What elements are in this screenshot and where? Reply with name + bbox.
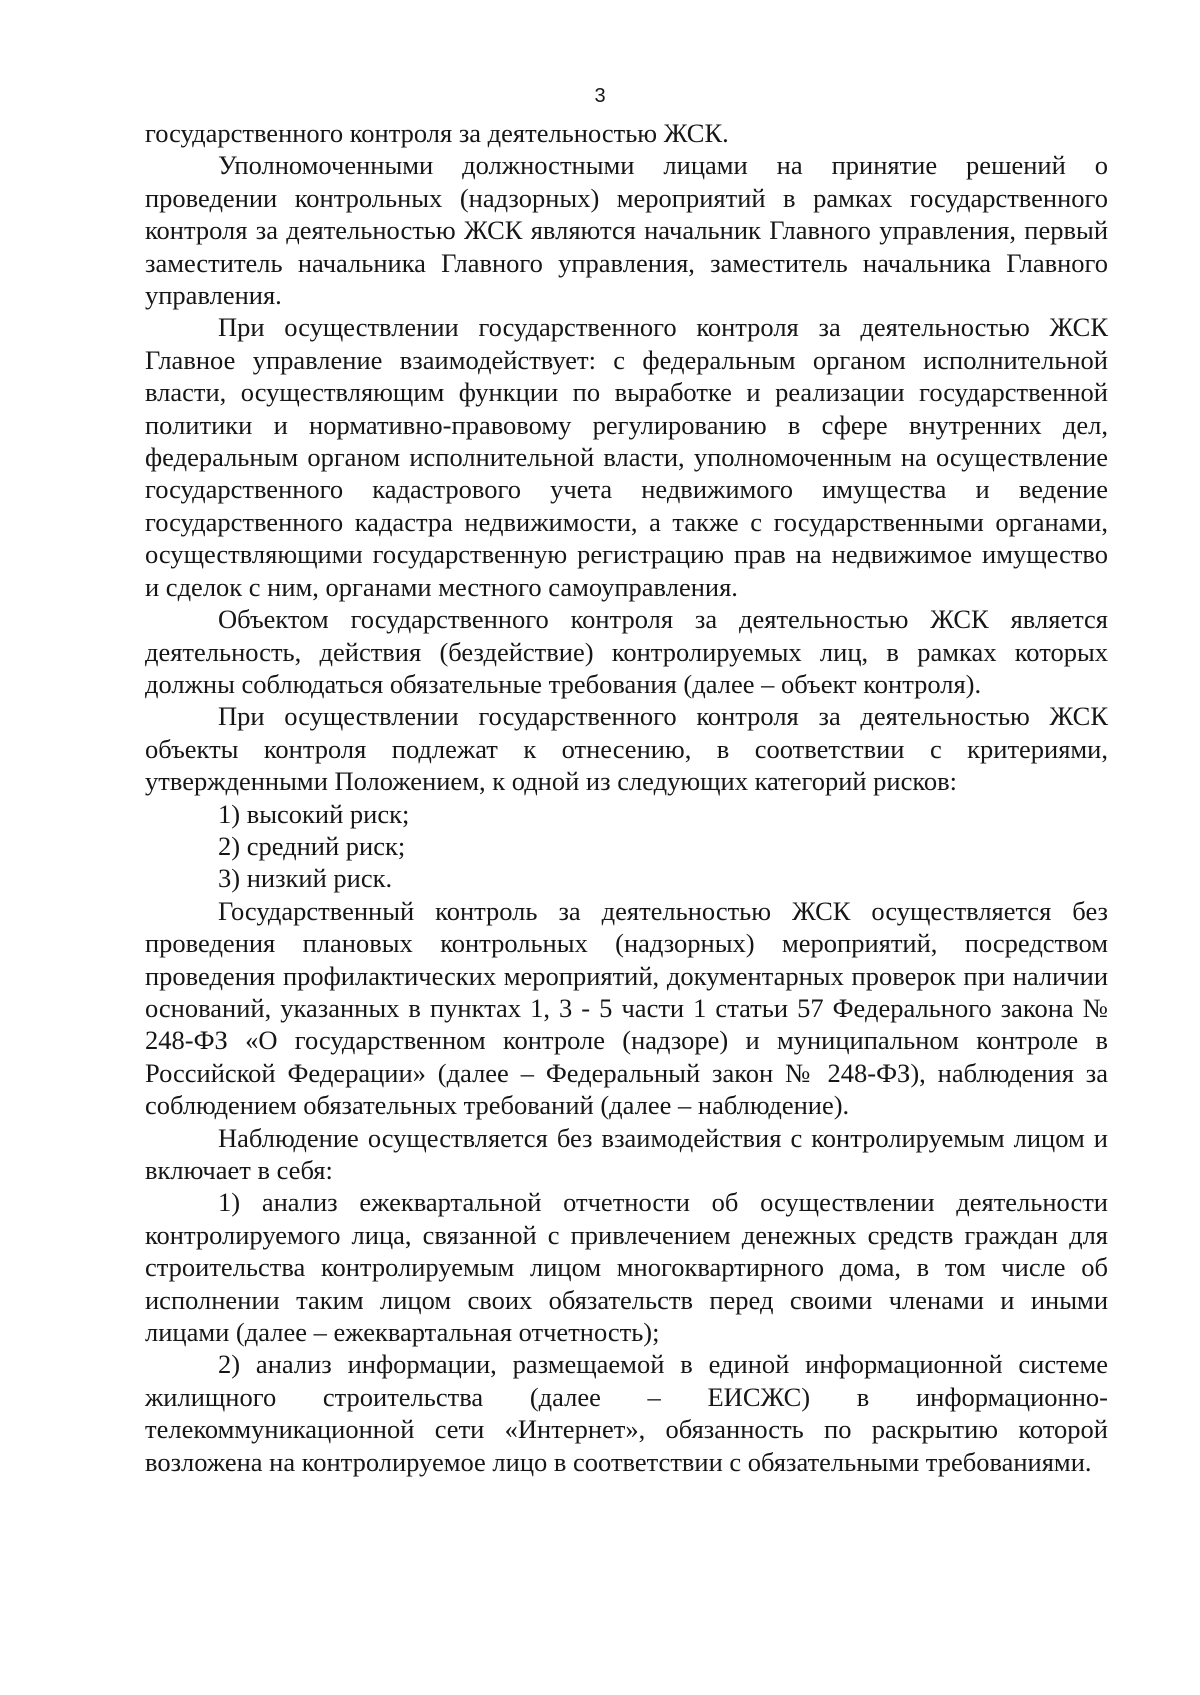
list-item-low-risk: 3) низкий риск.: [218, 863, 393, 894]
paragraph-control-methods: Государственный контроль за деятельностью ЖСК осуществляется без проведения плановых контрольных (надзорных) мероприятий, посредством проведения профилактических мероприятий, документарных проверок при наличии оснований, указанных в пунктах 1, 3 - 5 части 1 статьи 57 Федерального закона № 248-ФЗ «О государственном контроле (надзоре) и муниципальном контроле в Российской Федерации» (далее – Федеральный закон № 248-ФЗ), наблюдения за соблюдением обязательных требований (далее – наблюдение).: [145, 895, 1108, 1121]
document-body: [145, 117, 1108, 1478]
list-item-eisjs-analysis: 2) анализ информации, размещаемой в единой информационной системе жилищного строительства (далее – ЕИСЖС) в информационно-телекоммуникационной сети «Интернет», обязанность по раскрытию которой возложена на контролируемое лицо в соответствии с обязательными требованиями.: [145, 1349, 1108, 1477]
page-number: 3: [594, 85, 606, 107]
paragraph-continuation: государственного контроля за деятельностью ЖСК.: [145, 118, 729, 148]
paragraph-observation: Наблюдение осуществляется без взаимодействия с контролируемым лицом и включает в себя:: [145, 1122, 1108, 1185]
list-item-quarterly-report: 1) анализ ежеквартальной отчетности об осуществлении деятельности контролируемого лица, связанной с привлечением денежных средств граждан для строительства контролируемым лицом многоквартирного дома, в том числе об исполнении таким лицом своих обязательств перед своими членами и иными лицами (далее – ежеквартальная отчетность);: [145, 1187, 1108, 1348]
list-item-medium-risk: 2) средний риск;: [218, 830, 406, 861]
paragraph-control-object: Объектом государственного контроля за деятельностью ЖСК является деятельность, действия (бездействие) контролируемых лиц, в рамках которых должны соблюдаться обязательные требования (далее – объект контроля).: [145, 604, 1108, 699]
paragraph-authorized-officials: Уполномоченными должностными лицами на принятие решений о проведении контрольных (надзорных) мероприятий в рамках государственного контроля за деятельностью ЖСК являются начальник Главного управления, первый заместитель начальника Главного управления, заместитель начальника Главного управления.: [145, 150, 1108, 311]
paragraph-risk-categories: При осуществлении государственного контроля за деятельностью ЖСК объекты контроля подлежат к отнесению, в соответствии с критериями, утвержденными Положением, к одной из следующих категорий рисков:: [145, 701, 1108, 797]
paragraph-interaction: При осуществлении государственного контроля за деятельностью ЖСК Главное управление взаимодействует: с федеральным органом исполнительной власти, осуществляющим функции по выработке и реализации государственной политики и нормативно-правовому регулированию в сфере внутренних дел, федеральным органом исполнительной власти, уполномоченным на осуществление государственного кадастрового учета недвижимого имущества и ведение государственного кадастра недвижимости, а также с государственными органами, осуществляющими государственную регистрацию прав на недвижимое имущество и сделок с ним, органами местного самоуправления.: [145, 312, 1108, 602]
list-item-high-risk: 1) высокий риск;: [218, 798, 410, 829]
